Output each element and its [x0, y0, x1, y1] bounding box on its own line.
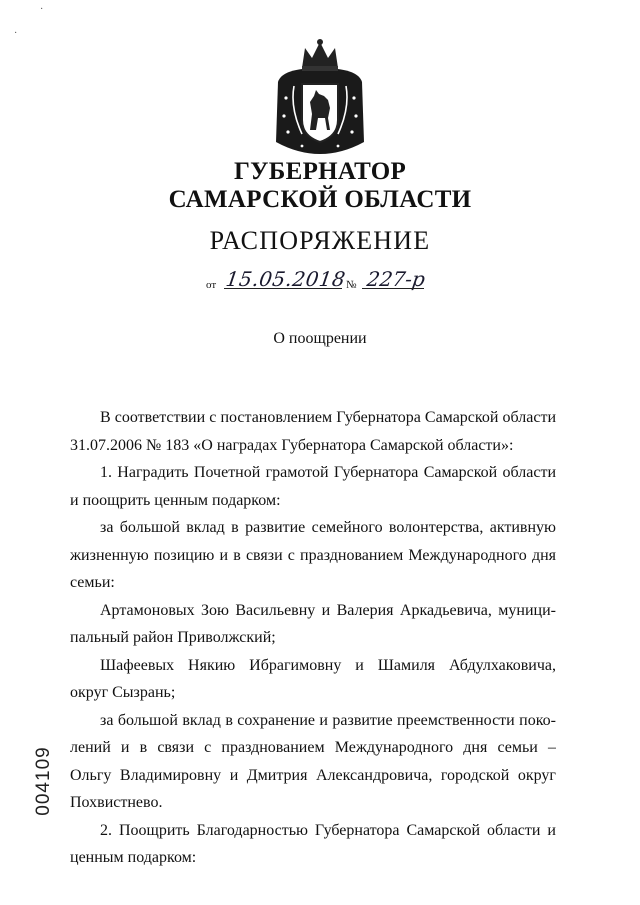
document-body	[70, 405, 556, 873]
body-line: округ Сызрань;	[70, 684, 176, 701]
body-line: Артамоновых Зою Васильевну и Валерия Аркадьевича, муници-	[100, 601, 556, 619]
body-line: Шафеевых Някию Ибрагимовну и Шамиля Абдулхаковича,	[100, 656, 556, 674]
body-line: лений и в связи с празднованием Международного дня семьи –	[70, 739, 556, 756]
title-governor: ГУБЕРНАТОР	[233, 158, 407, 185]
coat-of-arms-icon	[272, 38, 368, 158]
stamp-number: 004109	[33, 746, 54, 816]
body-line: ценным подарком:	[70, 849, 197, 866]
scan-mark: ·	[14, 28, 18, 39]
body-line: за большой вклад в развитие семейного волонтерства, активную	[100, 519, 556, 536]
body-line: 1. Наградить Почетной грамотой Губернатора Самарской области	[100, 464, 556, 481]
registration-stamp	[32, 742, 54, 822]
handwritten-number: 227-р	[365, 267, 427, 291]
date-prefix: от	[206, 279, 217, 291]
body-line: 2. Поощрить Благодарностью Губернатора Самарской области и	[100, 821, 556, 839]
date-underline	[224, 288, 342, 289]
number-underline	[362, 288, 424, 289]
body-line: пальный район Приволжский;	[70, 629, 276, 646]
document-subject: О поощрении	[273, 330, 367, 347]
body-line: и поощрить ценным подарком:	[70, 491, 281, 509]
document-type: РАСПОРЯЖЕНИЕ	[209, 226, 431, 255]
body-line: Ольгу Владимировну и Дмитрия Александровича, городской округ	[70, 766, 556, 784]
body-line: 31.07.2006 № 183 «О наградах Губернатора Самарской области»:	[70, 436, 514, 454]
title-region: САМАРСКОЙ ОБЛАСТИ	[168, 186, 472, 213]
handwritten-date: 15.05.2018	[224, 267, 348, 291]
body-line: за большой вклад в сохранение и развитие преемственности поко-	[100, 711, 556, 729]
scan-mark: ·	[40, 4, 44, 15]
body-line: В соответствии с постановлением Губернатора Самарской области	[100, 409, 556, 426]
body-line: Похвистнево.	[70, 794, 163, 811]
body-line: жизненную позицию и в связи с празднованием Международного дня	[70, 546, 556, 564]
dateline	[206, 269, 436, 295]
number-sign: №	[346, 279, 357, 291]
body-line: семьи:	[70, 574, 115, 591]
